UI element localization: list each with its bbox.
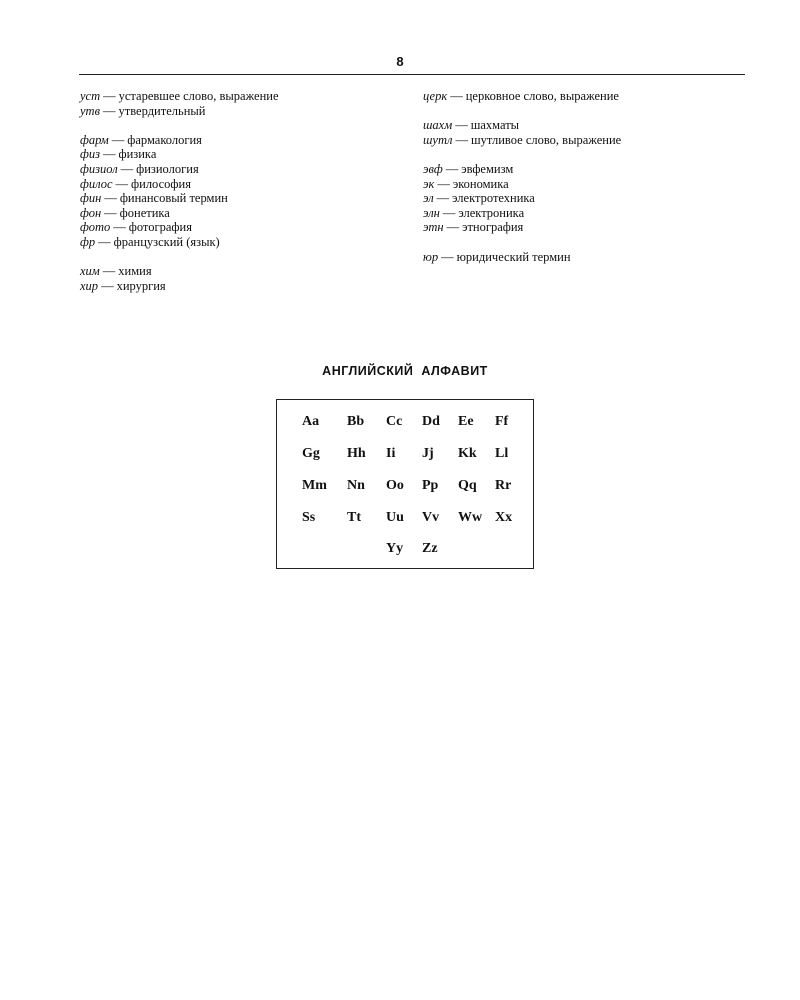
abbreviation-entry <box>423 191 753 206</box>
alphabet-letter: Ss <box>302 510 316 525</box>
abbreviation-term: фарм <box>80 132 109 147</box>
alphabet-letter: Ll <box>495 446 509 461</box>
alphabet-letter: Nn <box>347 478 365 493</box>
abbreviation-definition: эвфемизм <box>461 161 514 176</box>
abbreviation-term: эвф <box>423 161 443 176</box>
abbreviation-entry <box>423 177 753 192</box>
em-dash: — <box>101 278 114 293</box>
em-dash: — <box>115 176 129 191</box>
abbreviation-definition: физика <box>118 147 157 162</box>
alphabet-letter: Ii <box>386 446 396 461</box>
em-dash: — <box>113 220 126 235</box>
abbreviation-group <box>80 89 410 118</box>
abbreviation-term: хим <box>80 264 100 279</box>
abbreviation-entry <box>423 118 753 133</box>
page-number: 8 <box>396 54 404 69</box>
abbreviation-entry <box>80 89 410 104</box>
alphabet-letter: Ee <box>458 414 474 429</box>
abbreviation-group <box>423 118 753 147</box>
abbreviation-definition: химия <box>118 264 152 279</box>
em-dash: — <box>104 191 117 206</box>
abbreviation-entry <box>80 162 410 177</box>
abbreviation-entry <box>80 264 410 279</box>
abbreviation-definition: финансовый термин <box>119 191 228 206</box>
abbreviation-group <box>423 162 753 235</box>
alphabet-table <box>276 399 534 569</box>
abbreviation-definition: философия <box>131 176 191 191</box>
abbreviation-term: физиол <box>80 161 118 176</box>
abbreviation-term: юр <box>423 249 439 264</box>
abbreviation-group <box>423 250 753 265</box>
abbreviation-definition: хирургия <box>116 278 166 293</box>
abbreviation-definition: экономика <box>452 176 509 191</box>
alphabet-letter: Pp <box>422 478 439 493</box>
alphabet-letter: Qq <box>458 478 477 493</box>
abbreviation-term: уст <box>80 89 101 103</box>
abbreviation-term: этн <box>423 220 444 235</box>
em-dash: — <box>111 132 125 147</box>
em-dash: — <box>103 89 116 103</box>
abbreviation-definition: фармакология <box>127 132 202 147</box>
em-dash: — <box>441 249 454 264</box>
abbreviation-definition: фотография <box>128 220 192 235</box>
abbreviation-term: фин <box>80 191 102 206</box>
abbreviation-definition: церковное слово, выражение <box>465 89 619 103</box>
alphabet-letter: Oo <box>386 478 404 493</box>
abbreviation-term: хир <box>80 278 99 293</box>
abbreviation-group <box>80 133 410 250</box>
abbreviation-entry <box>423 89 753 104</box>
abbreviation-definition: утвердительный <box>118 103 206 118</box>
em-dash: — <box>104 205 117 220</box>
abbreviation-definition: электроника <box>458 205 525 220</box>
abbreviation-entry <box>80 177 410 192</box>
abbreviation-definition: фонетика <box>119 205 170 220</box>
em-dash: — <box>455 118 468 133</box>
abbreviation-entry <box>423 206 753 221</box>
em-dash: — <box>98 234 111 249</box>
em-dash: — <box>103 103 116 118</box>
em-dash: — <box>455 132 468 147</box>
em-dash: — <box>120 161 134 176</box>
alphabet-letter: Dd <box>422 414 440 429</box>
abbreviation-entry <box>423 162 753 177</box>
abbreviation-entry <box>80 220 410 235</box>
alphabet-letter: Rr <box>495 478 512 493</box>
abbreviation-term: утв <box>80 103 101 118</box>
em-dash: — <box>446 220 460 235</box>
em-dash: — <box>445 161 459 176</box>
abbreviation-entry <box>80 104 410 119</box>
alphabet-letter: Aa <box>302 414 320 429</box>
abbreviation-entry <box>423 220 753 235</box>
abbreviations-right-column <box>423 89 753 279</box>
alphabet-letter: Zz <box>422 541 438 556</box>
abbreviation-term: физ <box>80 147 101 162</box>
abbreviation-term: шутл <box>423 132 453 147</box>
alphabet-letter: Kk <box>458 446 477 461</box>
alphabet-letter: Vv <box>422 510 440 525</box>
header-rule <box>79 74 745 75</box>
alphabet-title: АНГЛИЙСКИЙ АЛФАВИТ <box>322 364 488 378</box>
abbreviation-entry <box>80 206 410 221</box>
em-dash: — <box>436 191 450 206</box>
alphabet-letter: Cc <box>386 414 403 429</box>
alphabet-letter: Uu <box>386 510 404 525</box>
alphabet-letter: Gg <box>302 446 320 461</box>
em-dash: — <box>437 176 450 191</box>
abbreviation-group <box>423 89 753 104</box>
abbreviation-definition: электротехника <box>452 191 535 206</box>
abbreviation-entry <box>423 250 753 265</box>
abbreviation-term: фото <box>80 220 111 235</box>
em-dash: — <box>102 264 116 279</box>
abbreviation-definition: этнография <box>462 220 524 235</box>
abbreviation-group <box>80 264 410 293</box>
abbreviation-definition: физиология <box>136 161 199 176</box>
abbreviation-entry <box>80 133 410 148</box>
abbreviation-entry <box>423 133 753 148</box>
alphabet-letter: Ff <box>495 414 509 429</box>
abbreviation-definition: шахматы <box>470 118 520 133</box>
abbreviation-term: эл <box>423 191 434 206</box>
abbreviation-term: эк <box>423 176 435 191</box>
abbreviation-entry <box>80 191 410 206</box>
abbreviation-entry <box>80 147 410 162</box>
abbreviation-term: филос <box>80 176 113 191</box>
abbreviation-term: шахм <box>423 118 453 133</box>
alphabet-letter: Bb <box>347 414 365 429</box>
alphabet-letter: Hh <box>347 446 366 461</box>
abbreviation-definition: устаревшее слово, выражение <box>118 89 279 103</box>
em-dash: — <box>442 205 456 220</box>
alphabet-letter: Yy <box>386 541 404 556</box>
alphabet-letter: Jj <box>422 446 434 461</box>
abbreviation-term: элн <box>423 205 440 220</box>
alphabet-letter: Ww <box>458 510 483 525</box>
abbreviation-entry <box>80 279 410 294</box>
em-dash: — <box>103 147 116 162</box>
abbreviation-term: фр <box>80 234 96 249</box>
abbreviation-definition: французский (язык) <box>113 234 220 249</box>
abbreviation-term: церк <box>423 89 448 103</box>
abbreviations-left-column <box>80 89 410 308</box>
alphabet-letter: Mm <box>302 478 327 493</box>
alphabet-letter: Tt <box>347 510 361 525</box>
abbreviation-definition: юридический термин <box>456 249 571 264</box>
alphabet-letter: Xx <box>495 510 513 525</box>
abbreviation-entry <box>80 235 410 250</box>
abbreviation-term: фон <box>80 205 102 220</box>
abbreviation-definition: шутливое слово, выражение <box>470 132 622 147</box>
em-dash: — <box>450 89 463 103</box>
